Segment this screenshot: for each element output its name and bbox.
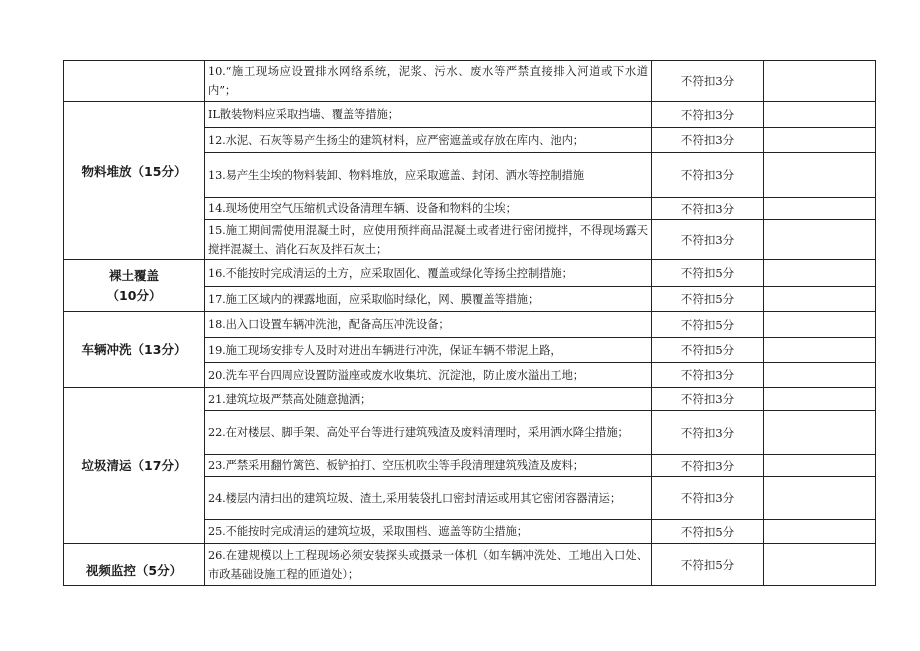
deduction-text: 不符扣3分 <box>652 220 764 260</box>
score-entry-cell <box>764 198 876 220</box>
criterion-text: 13.易产生尘埃的物料装卸、物料堆放，应采取遮盖、封闭、洒水等控制措施 <box>205 153 652 198</box>
score-entry-cell <box>764 544 876 586</box>
category-name: 垃圾清运 <box>81 457 132 473</box>
score-entry-cell <box>764 153 876 198</box>
deduction-text: 不符扣5分 <box>652 338 764 363</box>
score-entry-cell <box>764 363 876 388</box>
score-entry-cell <box>764 477 876 520</box>
criterion-text: 15.施工期间需使用混凝土时，应使用预拌商品混凝土或者进行密闭搅拌，不得现场露天搅拌混凝土、消化石灰及拌石灰土； <box>205 220 652 260</box>
deduction-text: 不符扣3分 <box>652 411 764 455</box>
score-entry-cell <box>764 287 876 312</box>
table-row <box>64 544 876 586</box>
criterion-text: 18.出入口设置车辆冲洗池，配备高压冲洗设备； <box>205 312 652 338</box>
criterion-text: 24.楼层内清扫出的建筑垃圾、渣土,采用装袋扎口密封清运或用其它密闭容器清运； <box>205 477 652 520</box>
criterion-text: 21.建筑垃圾严禁高处随意抛洒； <box>205 388 652 411</box>
category-cell <box>64 61 205 102</box>
category-cell <box>64 388 205 544</box>
criterion-text: 26.在建规模以上工程现场必须安装探头或摄录一体机（如车辆冲洗处、工地出入口处、市政基础设施工程的匝道处）； <box>205 544 652 586</box>
score-entry-cell <box>764 61 876 102</box>
criterion-text: 16.不能按时完成清运的土方，应采取固化、覆盖或绿化等扬尘控制措施； <box>205 260 652 287</box>
deduction-text: 不符扣3分 <box>652 363 764 388</box>
criterion-text: 19.施工现场安排专人及时对进出车辆进行冲洗，保证车辆不带泥上路， <box>205 338 652 363</box>
deduction-text: 不符扣3分 <box>652 153 764 198</box>
category-score: （13分） <box>131 341 187 357</box>
category-score: （17分） <box>131 457 187 473</box>
criterion-text: IL散装物料应采取挡墙、覆盖等措施； <box>205 102 652 128</box>
score-entry-cell <box>764 220 876 260</box>
category-name: 裸土覆盖 <box>108 267 159 283</box>
deduction-text: 不符扣3分 <box>652 61 764 102</box>
deduction-text: 不符扣3分 <box>652 388 764 411</box>
table-row <box>64 260 876 287</box>
criterion-text: 10.“施工现场应设置排水网络系统，泥浆、污水、废水等严禁直接排入河道或下水道内”； <box>205 61 652 102</box>
score-entry-cell <box>764 455 876 477</box>
criterion-text: 17.施工区域内的裸露地面，应采取临时绿化，网、膜覆盖等措施； <box>205 287 652 312</box>
category-score: （15分） <box>131 163 187 179</box>
deduction-text: 不符扣5分 <box>652 260 764 287</box>
deduction-text: 不符扣5分 <box>652 544 764 586</box>
category-cell <box>64 102 205 260</box>
criterion-text: 23.严禁采用翻竹篱笆、板铲拍打、空压机吹尘等手段清理建筑残渣及废料； <box>205 455 652 477</box>
score-entry-cell <box>764 312 876 338</box>
category-name: 车辆冲洗 <box>81 341 132 357</box>
table-row <box>64 102 876 128</box>
criterion-text: 14.现场使用空气压缩机式设备清理车辆、设备和物料的尘埃； <box>205 198 652 220</box>
criterion-text: 20.洗车平台四周应设置防溢座或废水收集坑、沉淀池，防止废水溢出工地； <box>205 363 652 388</box>
deduction-text: 不符扣3分 <box>652 128 764 153</box>
deduction-text: 不符扣5分 <box>652 287 764 312</box>
category-score: （10分） <box>106 287 162 303</box>
criterion-text: 12.水泥、石灰等易产生扬尘的建筑材料，应严密遮盖或存放在库内、池内； <box>205 128 652 153</box>
score-entry-cell <box>764 388 876 411</box>
deduction-text: 不符扣5分 <box>652 520 764 544</box>
table-row <box>64 312 876 338</box>
score-entry-cell <box>764 260 876 287</box>
table-body <box>64 61 876 586</box>
criterion-text: 22.在对楼层、脚手架、高处平台等进行建筑残渣及废料清理时，采用洒水降尘措施； <box>205 411 652 455</box>
deduction-text: 不符扣3分 <box>652 198 764 220</box>
category-cell <box>64 260 205 312</box>
score-entry-cell <box>764 102 876 128</box>
deduction-text: 不符扣3分 <box>652 102 764 128</box>
category-cell <box>64 312 205 388</box>
score-entry-cell <box>764 128 876 153</box>
deduction-text: 不符扣5分 <box>652 312 764 338</box>
deduction-text: 不符扣3分 <box>652 477 764 520</box>
category-cell <box>64 544 205 586</box>
deduction-text: 不符扣3分 <box>652 455 764 477</box>
category-score: （5分） <box>135 563 183 578</box>
score-entry-cell <box>764 338 876 363</box>
criterion-text: 25.不能按时完成清运的建筑垃圾，采取围档、遮盖等防尘措施； <box>205 520 652 544</box>
table-row <box>64 388 876 411</box>
category-name: 视频监控 <box>85 563 136 578</box>
score-entry-cell <box>764 411 876 455</box>
score-entry-cell <box>764 520 876 544</box>
table-row <box>64 61 876 102</box>
inspection-score-table <box>63 60 876 586</box>
category-name: 物料堆放 <box>81 163 132 179</box>
